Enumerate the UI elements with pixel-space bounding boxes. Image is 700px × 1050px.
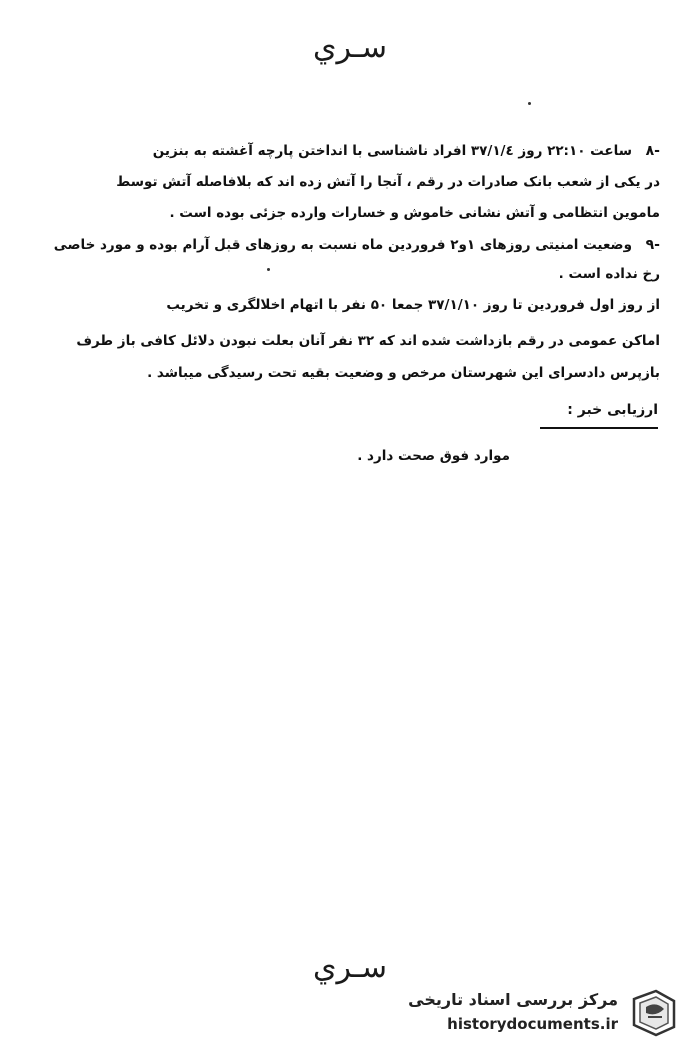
evaluation-heading: ارزیابی خبر :: [567, 402, 658, 418]
evaluation-underline: [540, 427, 658, 429]
item-2-marker: ۹-: [645, 237, 660, 253]
stray-mark: [267, 268, 270, 271]
watermark: [400, 985, 690, 1040]
watermark-name: مرکز بررسی اسناد تاریخی: [408, 990, 618, 1009]
item-2-line-5: بازپرس دادسرای این شهرستان مرخص و وضعیت بقیه تحت رسیدگی میباشد .: [147, 365, 660, 381]
evaluation-text: موارد فوق صحت دارد .: [357, 448, 510, 464]
archive-logo-icon: [626, 987, 682, 1037]
item-1-line-1: ساعت ۲۲:۱۰ روز ۳۷/۱/٤ افراد ناشناسی با انداختن پارچه آغشته به بنزين: [152, 143, 632, 159]
item-2-line-1: وضعیت امنیتی روزهای ۱و۲ فروردین ماه نسبت به روزهای قبل آرام بوده و مورد خاصی: [53, 237, 632, 253]
item-2-line-4: اماکن عمومی در رقم بازداشت شده اند که ۳۲ نفر آنان بعلت نبودن دلائل کافی باز طرف: [76, 333, 660, 349]
item-1-line-3: ماموین انتظامی و آتش نشانی خاموش و خسارات وارده جزئی بوده است .: [169, 205, 660, 221]
item-2-line-2: رخ نداده است .: [558, 266, 660, 282]
item-1-line-2: در یکی از شعب بانک صادرات در رقم ، آنجا را آتش زده اند که بلافاصله آتش توسط: [116, 174, 660, 190]
watermark-url: historydocuments.ir: [447, 1015, 618, 1033]
item-2-line-3: از روز اول فروردین تا روز ۳۷/۱/۱۰ جمعا ۵۰ نفر با اتهام اخلالگری و تخریب: [166, 297, 660, 313]
classification-bottom: سـري: [313, 950, 387, 985]
item-1-marker: ۸-: [645, 143, 660, 159]
classification-top: سـري: [313, 30, 387, 65]
stray-mark: [528, 102, 531, 105]
